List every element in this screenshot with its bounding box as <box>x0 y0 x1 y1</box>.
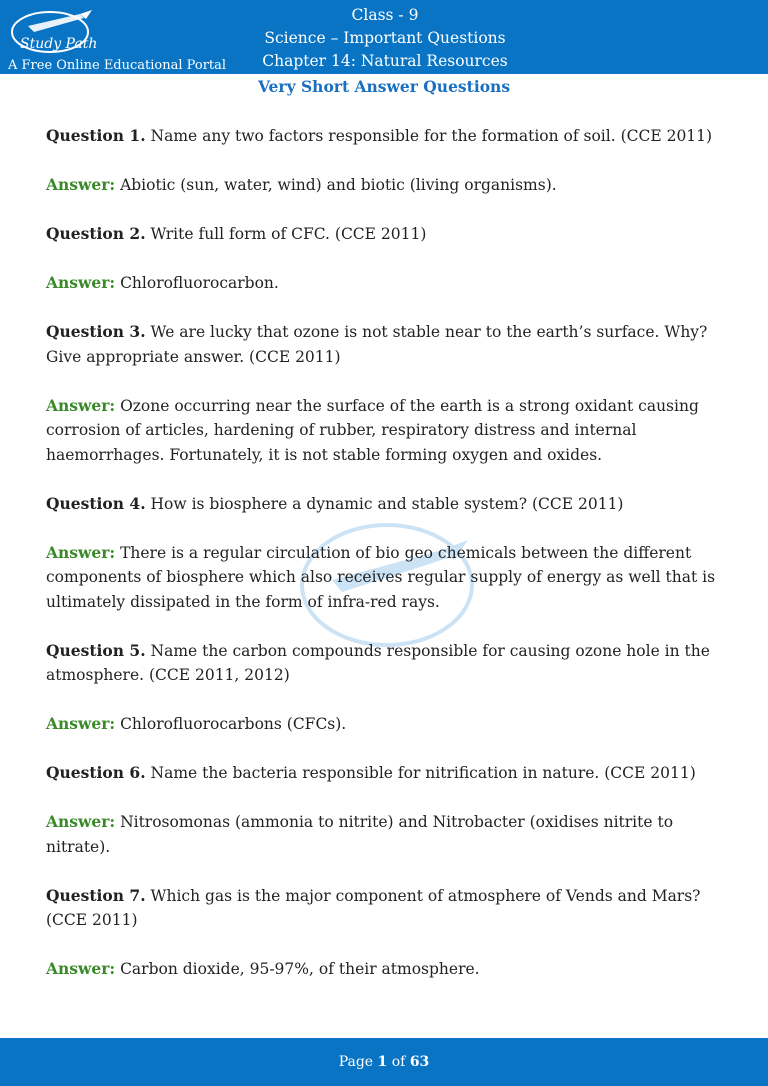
page-number: 1 <box>377 1054 388 1070</box>
question-label: Question 5. <box>46 640 146 660</box>
question-6 <box>46 761 726 786</box>
question-text: Name the carbon compounds responsible for causing ozone hole in the atmosphere. (CCE 2011, 2012) <box>46 641 710 684</box>
chapter-line: Chapter 14: Natural Resources <box>262 52 508 70</box>
qa-content <box>46 124 726 1006</box>
question-text: Name the bacteria responsible for nitrification in nature. (CCE 2011) <box>150 764 696 782</box>
question-text: How is biosphere a dynamic and stable system? (CCE 2011) <box>150 494 624 513</box>
question-text: We are lucky that ozone is not stable near to the earth’s surface. Why? Give appropriate answer. (CCE 2011) <box>46 323 708 366</box>
logo-tagline: A Free Online Educational Portal <box>8 58 227 73</box>
question-text: Name any two factors responsible for the formation of soil. (CCE 2011) <box>150 127 713 145</box>
question-text: Write full form of CFC. (CCE 2011) <box>150 225 427 243</box>
question-label: Question 7. <box>46 885 146 905</box>
answer-6 <box>46 810 726 859</box>
answer-label: Answer: <box>46 395 116 415</box>
question-7 <box>46 884 726 933</box>
answer-7 <box>46 957 726 982</box>
question-label: Question 3. <box>46 322 146 341</box>
question-1 <box>46 124 726 149</box>
answer-2 <box>46 271 726 296</box>
question-2 <box>46 222 726 247</box>
page-word: Page <box>338 1054 374 1070</box>
page-header <box>0 0 768 74</box>
answer-text: Carbon dioxide, 95-97%, of their atmosphere. <box>120 960 480 978</box>
answer-label: Answer: <box>46 542 116 562</box>
page-footer <box>0 1038 768 1086</box>
question-label: Question 6. <box>46 763 146 782</box>
question-label: Question 1. <box>46 126 146 145</box>
class-line: Class - 9 <box>351 6 419 24</box>
question-label: Question 4. <box>46 493 146 513</box>
study-path-logo <box>6 4 227 73</box>
answer-text: Abiotic (sun, water, wind) and biotic (living organisms). <box>120 176 557 194</box>
answer-text: Nitrosomonas (ammonia to nitrite) and Nitrobacter (oxidises nitrite to nitrate). <box>46 813 674 856</box>
question-text: Which gas is the major component of atmosphere of Vends and Mars? (CCE 2011) <box>46 886 701 929</box>
question-label: Question 2. <box>46 224 146 243</box>
answer-1 <box>46 173 726 198</box>
total-pages: 63 <box>409 1054 430 1070</box>
answer-text: Chlorofluorocarbons (CFCs). <box>120 715 347 733</box>
answer-label: Answer: <box>46 714 116 733</box>
of-word: of <box>391 1054 406 1070</box>
logo-text: Study Path <box>20 36 98 52</box>
pen-logo-icon <box>8 4 104 58</box>
question-4 <box>46 492 726 517</box>
answer-text: There is a regular circulation of bio geo chemicals between the different components of biosphere which also receives regular supply of energy as well that is ultimately dissipated in the form of infra-red rays. <box>46 543 716 611</box>
answer-text: Ozone occurring near the surface of the earth is a strong oxidant causing corrosion of articles, hardening of rubber, respiratory distress and internal haemorrhages. Fortunately, it is not stable forming oxygen and oxides. <box>46 396 699 464</box>
answer-5 <box>46 712 726 737</box>
question-3 <box>46 320 726 369</box>
answer-text: Chlorofluorocarbon. <box>120 274 279 292</box>
subject-line: Science – Important Questions <box>264 29 506 47</box>
header-titles <box>230 4 540 73</box>
answer-3 <box>46 394 726 468</box>
answer-label: Answer: <box>46 175 116 194</box>
section-title: Very Short Answer Questions <box>257 77 511 96</box>
question-5 <box>46 639 726 688</box>
answer-4 <box>46 541 726 615</box>
answer-label: Answer: <box>46 273 116 292</box>
answer-label: Answer: <box>46 959 116 978</box>
answer-label: Answer: <box>46 812 116 831</box>
